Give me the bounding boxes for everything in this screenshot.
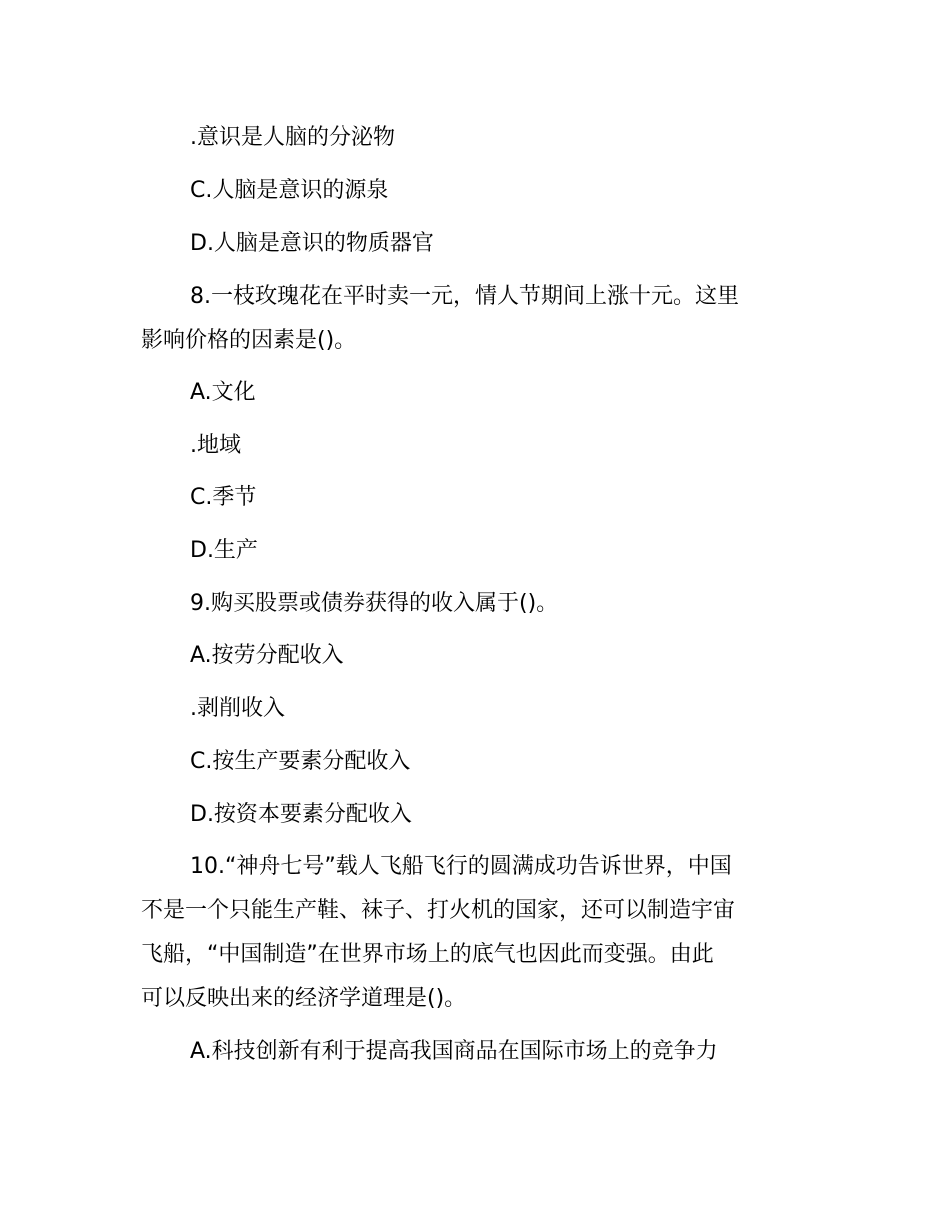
q8-option-b: .地域 — [190, 433, 241, 458]
q9-stem: 9.购买股票或债券获得的收入属于()。 — [190, 591, 559, 616]
q9-option-b: .剥削收入 — [190, 696, 285, 721]
q10-stem-line-3: 飞船，“中国制造”在世界市场上的底气也因此而变强。由此 — [141, 942, 714, 967]
q9-option-a: A.按劳分配收入 — [190, 643, 344, 668]
q8-option-c: C.季节 — [190, 485, 257, 510]
q10-stem-line-1: 10.“神舟七号”载人飞船飞行的圆满成功告诉世界，中国 — [190, 854, 732, 879]
q10-stem-line-4: 可以反映出来的经济学道理是()。 — [141, 986, 467, 1011]
q7-option-b: .意识是人脑的分泌物 — [190, 125, 395, 150]
q10-option-a: A.科技创新有利于提高我国商品在国际市场上的竞争力 — [190, 1039, 718, 1064]
q9-option-d: D.按资本要素分配收入 — [190, 802, 412, 827]
q7-option-d: D.人脑是意识的物质器官 — [190, 231, 434, 256]
q8-option-d: D.生产 — [190, 538, 258, 563]
q7-option-c: C.人脑是意识的源泉 — [190, 178, 389, 203]
q9-option-c: C.按生产要素分配收入 — [190, 749, 411, 774]
q8-stem-line-2: 影响价格的因素是()。 — [141, 328, 357, 353]
q10-stem-line-2: 不是一个只能生产鞋、袜子、打火机的国家，还可以制造宇宙 — [141, 898, 736, 923]
q8-option-a: A.文化 — [190, 380, 256, 405]
q8-stem-line-1: 8.一枝玫瑰花在平时卖一元，情人节期间上涨十元。这里 — [190, 284, 739, 309]
